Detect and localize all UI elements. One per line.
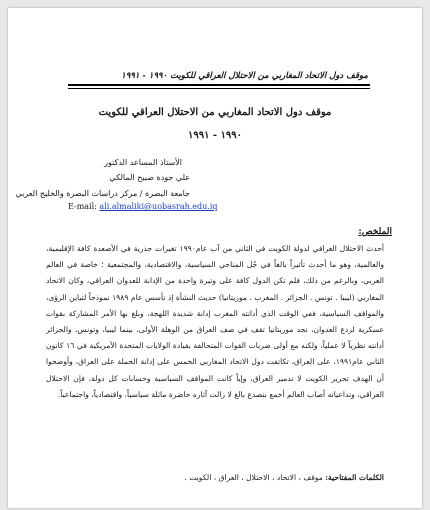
abstract-text: أحدث الاحتلال العراقي لدولة الكويت في الثاني من آب عام١٩٩٠ تغيرات جذرية في الأصعدة كافة الإقليمية، والعالمية، وهو ما أحدث تأثيراً بالغاً في جُل المناحي السياسية، والاقتصادية، والمجتمعية ؛ خاصة في العالم العربي، وبالرغم من ذلك، فلم تكن الدول كافة على وتيرة واحدة من الإدانة للعدوان العراقي، وكان الاتحاد المغاربي (ليبيا . تونس . الجزائر . المغرب . موريتانيا) حديث النشأة إذ تأسس عام ١٩٨٩ نموذجاً لتباين الرؤى، والمواقف السياسية، ففي الوقت الذي أدانته المغرب إدانة شديدة اللهجة، وبلغ بها الأمر المشاركة بقوات عسكرية لردع العدوان، نجد موريتانيا تقف في صف العراق من الوهلة الأولى، بينما ليبيا، وتونس، والجزائر أدانته نظرياً لا عملياً، ولكنه مع أولى ضربات القوات المتحالفة بقيادة الولايات المتحدة الأمريكية في ١٦ كانون الثاني عام١٩٩١، على العراق، تكاتفت دول الاتحاد المغاربي الخمس على إدانة الحملة على العراق، وأوضحوا أن الهدف تحرير الكويت لا تدمير العراق، وإياً كانت المواقف السياسية وحسابات كل دولة، فإن الاحتلال العراقي، وتداعياته أصاب العالم أجمع بتصدع بالغ لا زالت آثاره حاضرة ماثلة سياسياً، واقتصادياً، واجتماعياً. [46,244,385,399]
keywords-line [46,473,384,482]
keywords-label: الكلمات المفتاحية: [325,473,384,482]
abstract-heading: الملخص: [358,227,392,237]
email-label: E-mail: [68,202,97,211]
author-name: علي جودة صبيح المالكي [109,173,190,182]
document-page [8,8,422,508]
paper-title: موقف دول الاتحاد المغاربي من الاحتلال العراقي للكويت [98,107,332,118]
paper-years: ١٩٩٠ - ١٩٩١ [187,130,243,141]
keywords-text: موقف ، الاتحاد ، الاحتلال ، العراق ، الكويت . [184,473,323,482]
author-rank: الأستاذ المساعد الدكتور [104,158,182,167]
header-double-rule [68,84,370,89]
author-affiliation: جامعة البصرة / مركز دراسات البصرة والخليج العربي [15,189,190,198]
email-link[interactable]: ali.almaliki@uobasrah.edu.iq [99,202,218,211]
author-email-line [68,202,218,211]
running-head: موقف دول الاتحاد المغاربي من الاحتلال العراقي للكويت ١٩٩٠ - ١٩٩١ [121,71,368,81]
